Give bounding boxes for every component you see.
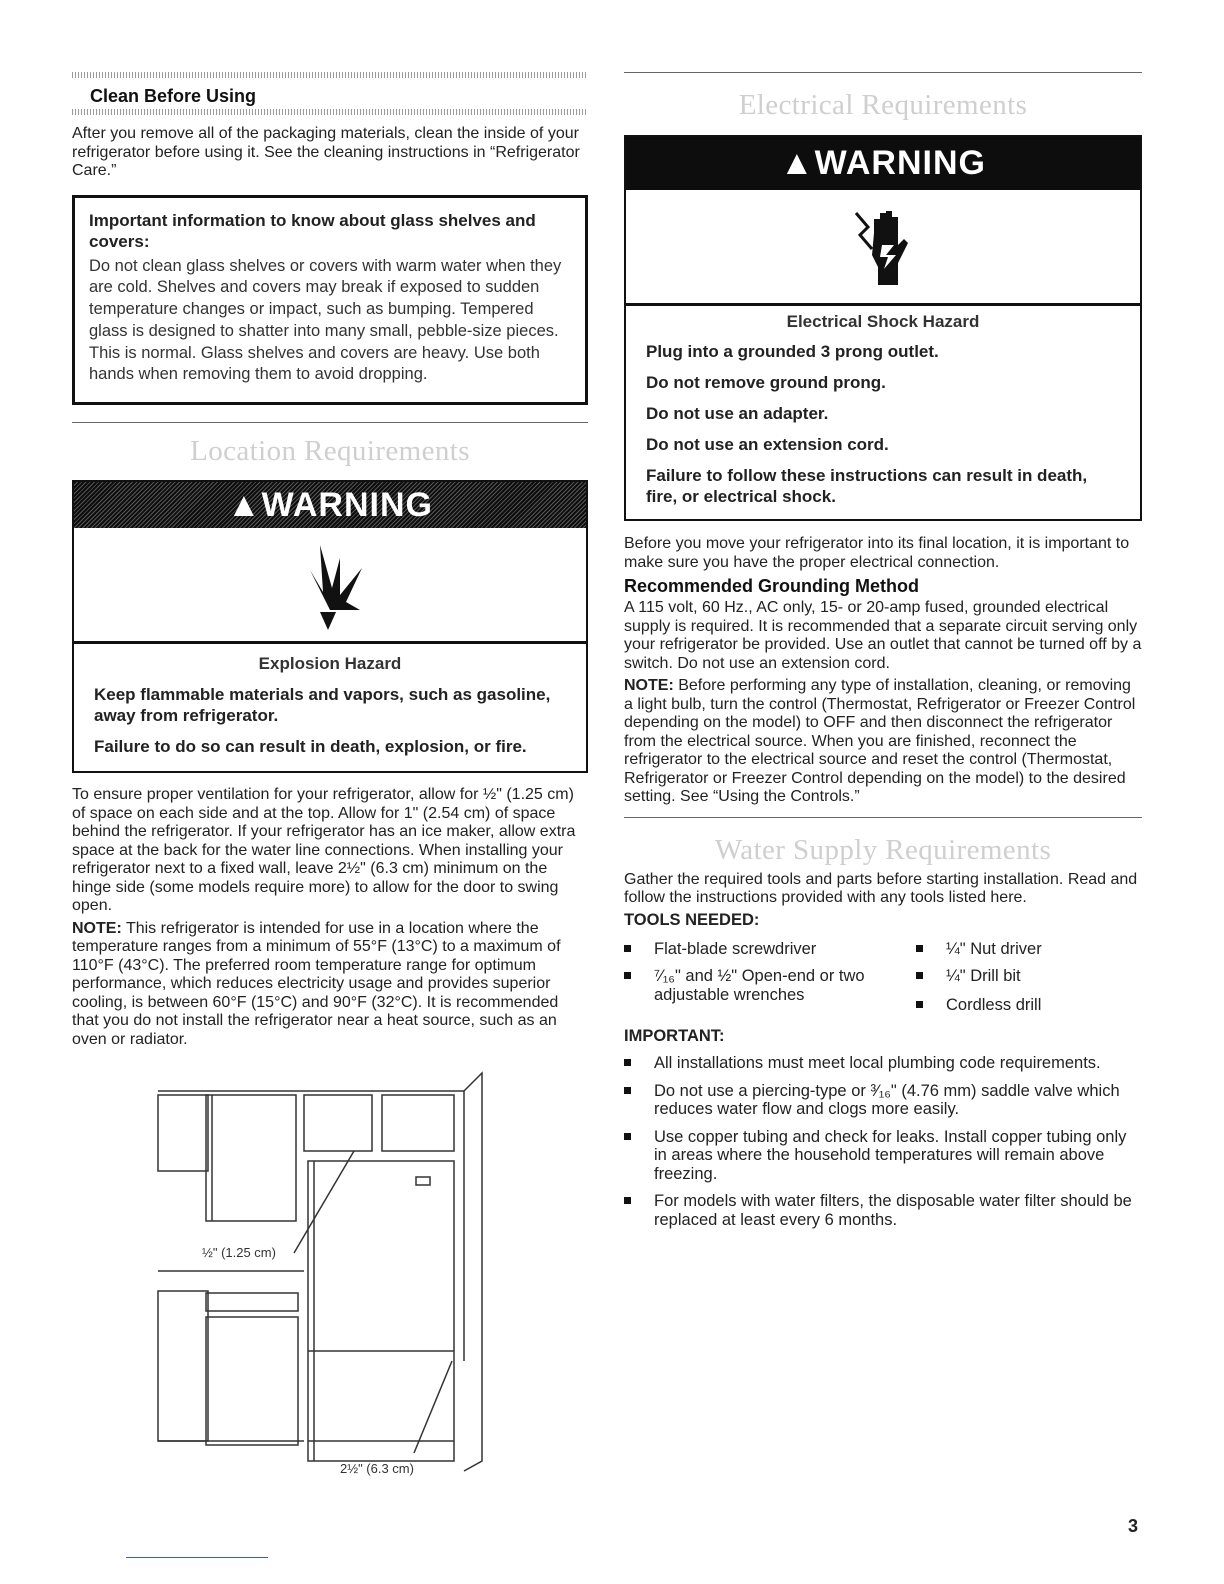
explosion-icon-area [74,528,586,644]
electrical-warning-line: Do not remove ground prong. [646,373,886,392]
location-warning-text [74,644,586,771]
electrical-note-text: Before performing any type of installation, cleaning, or removing a light bulb, turn the control (Thermostat, Refrigerator or Freezer Control depending on the model) to OFF and then disconnect the refrigerator from the electrical source. When you are finished, reconnect the refrigerator to the electrical source and reset the control (Thermostat, Refrigerator or Freezer Control depending on the model) to the desired setting. See “Using the Controls.” [624,677,1136,805]
tools-list-left [624,940,916,1015]
note-label: NOTE: [624,677,674,694]
explosion-hazard-label: Explosion Hazard [258,654,402,674]
page-number: 3 [1128,1516,1139,1536]
refrigerator-clearance-illustration [72,1061,588,1491]
tools-list [624,940,1142,1015]
electrical-warning-bar [626,137,1140,190]
right-column [624,70,1142,1229]
electrical-paragraph: Before you move your refrigerator into its final location, it is important to make sure you have the proper electrical connection. [624,535,1130,571]
explosion-icon [290,540,370,630]
glass-shelves-box [72,195,588,406]
electrical-warning-line: Failure to follow these instructions can result in death, fire, or electrical shock. [646,466,1088,506]
grounding-paragraph: A 115 volt, 60 Hz., AC only, 15- or 20-amp fused, grounded electrical supply is required. It is recommended that a separate circuit serving only your refrigerator be provided. Use an outlet that cannot be turned off by a switch. Do not use an extension cord. [624,599,1142,672]
tool-item: ¼" Drill bit [916,967,1142,986]
location-warning-line-2: Failure to do so can result in death, explosion, or fire. [94,737,527,757]
electrical-warning-line: Do not use an adapter. [646,404,829,423]
shock-icon-area [626,190,1140,306]
tool-item: Cordless drill [916,996,1142,1015]
important-item: All installations must meet local plumbing code requirements. [624,1054,1142,1073]
left-column [72,70,588,1491]
warning-label: WARNING [261,486,433,525]
section-rule [72,72,588,78]
tool-item: ⁷⁄₁₆" and ½" Open-end or two adjustable wrenches [624,967,916,1004]
electrical-warning-line: Do not use an extension cord. [646,435,889,454]
glass-shelves-box-body: Do not clean glass shelves or covers with warm water when they are cold. Shelves and covers may break if exposed to sudden temperature changes or impact, such as bumping. Tempered glass is designed to shatter into many small, pebble-size pieces. This is normal. Glass shelves and covers are heavy. Use both hands when removing them to avoid dropping. [89,256,562,384]
grounding-method-heading: Recommended Grounding Method [624,576,919,596]
clearance-diagram [72,1061,588,1491]
section-rule [72,422,588,423]
location-requirements-title: Location Requirements [190,435,470,468]
water-paragraph: Gather the required tools and parts before starting installation. Read and follow the instructions provided with any tools listed here. [624,870,1138,906]
water-supply-requirements-title: Water Supply Requirements [714,833,1052,866]
location-note-text: This refrigerator is intended for use in a location where the temperature ranges from a minimum of 55°F (13°C) to a maximum of 110°F (43°C). The preferred room temperature range for optimum performance, which reduces electricity usage and provides superior cooling, is between 60°F (15°C) and 90°F (32°C). It is recommended that you do not install the refrigerator near a heat source, such as an oven or radiator. [72,919,561,1048]
tool-item: ¼" Nut driver [916,940,1142,959]
section-rule [624,72,1142,73]
tool-item: Flat-blade screwdriver [624,940,916,959]
footer-line [126,1557,268,1558]
location-note [72,920,588,1050]
tools-list-right [916,940,1142,1015]
electrical-note [624,677,1142,807]
warning-triangle-icon: ▲ [227,486,262,525]
electrical-warning-text [626,306,1140,519]
important-item: Use copper tubing and check for leaks. Install copper tubing only in areas where the household temperatures will remain above freezing. [624,1128,1142,1184]
section-rule [624,817,1142,818]
hinge-clearance-label: 2½" (6.3 cm) [340,1461,414,1477]
section-rule [72,109,588,115]
warning-label: WARNING [814,144,986,182]
glass-shelves-box-title: Important information to know about glass shelves and covers: [89,210,536,251]
important-item: For models with water filters, the disposable water filter should be replaced at least every 6 months. [624,1192,1142,1229]
location-warning-box [72,480,588,773]
tools-needed-heading: TOOLS NEEDED: [624,910,760,929]
side-clearance-label: ½" (1.25 cm) [202,1245,276,1261]
shock-hazard-label: Electrical Shock Hazard [786,312,980,331]
important-item: Do not use a piercing-type or ³⁄₁₆" (4.76 mm) saddle valve which reduces water flow and clogs more easily. [624,1082,1142,1119]
electrical-warning-box [624,135,1142,521]
clean-before-using-heading: Clean Before Using [90,86,257,106]
warning-triangle-icon: ▲ [780,144,815,182]
important-heading: IMPORTANT: [624,1027,725,1045]
location-warning-bar [74,482,586,528]
electrical-shock-icon [848,205,918,289]
electrical-requirements-title: Electrical Requirements [738,89,1028,121]
ventilation-paragraph: To ensure proper ventilation for your refrigerator, allow for ½" (1.25 cm) of space on each side and at the top. Allow for 1" (2.54 cm) of space behind the refrigerator. If your refrigerator has an ice maker, allow extra space at the back for the water line connections. When installing your refrigerator next to a fixed wall, leave 2½" (6.3 cm) minimum on the hinge side (some models require more) to allow for the door to swing open. [72,786,576,915]
electrical-warning-line: Plug into a grounded 3 prong outlet. [646,342,939,361]
location-warning-line-1: Keep flammable materials and vapors, such as gasoline, away from refrigerator. [94,685,551,726]
clean-paragraph: After you remove all of the packaging materials, clean the inside of your refrigerator before using it. See the cleaning instructions in “Refrigerator Care.” [72,125,580,179]
note-label: NOTE: [72,919,122,937]
important-list [624,1054,1142,1229]
